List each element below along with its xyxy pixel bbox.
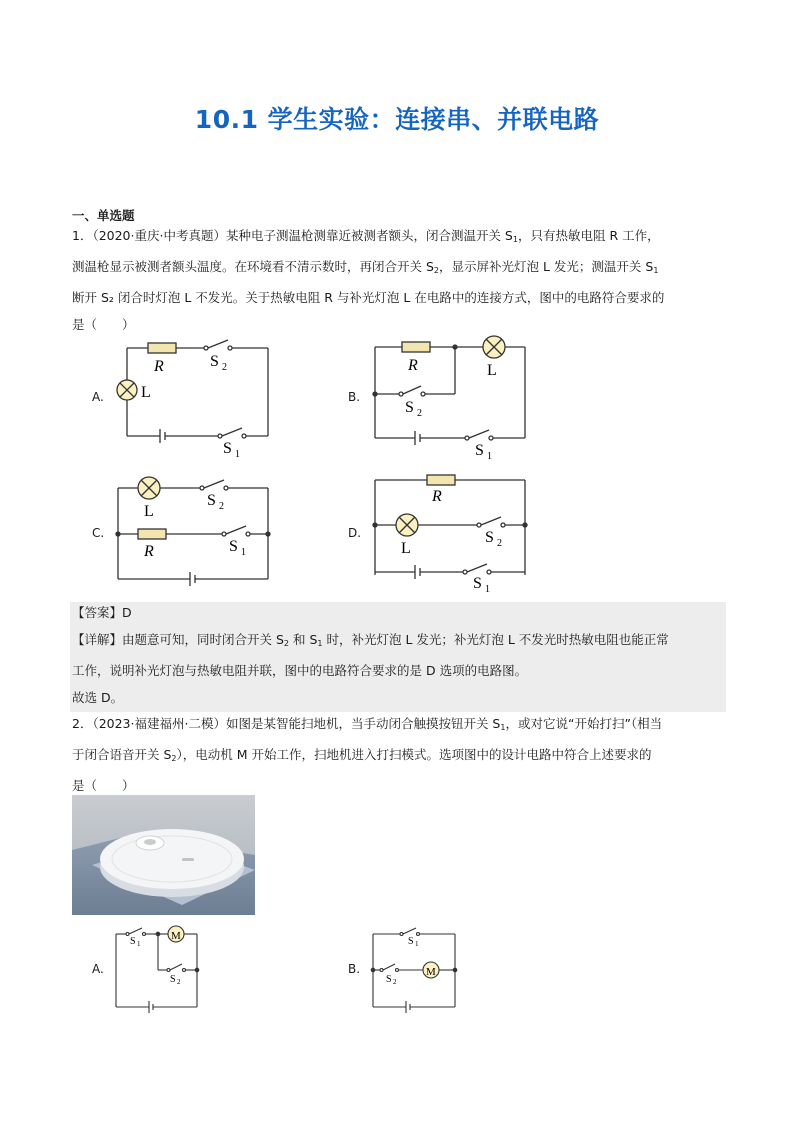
svg-text:S: S <box>207 492 216 509</box>
svg-text:S: S <box>475 442 484 459</box>
svg-text:2: 2 <box>417 408 422 419</box>
section-heading: 一、单选题 <box>72 208 135 223</box>
svg-text:1: 1 <box>235 449 240 460</box>
option-d-label[interactable]: D. <box>348 526 362 540</box>
svg-text:R: R <box>144 543 154 560</box>
answer-label: 【答案】D <box>72 605 132 620</box>
q2-line-2: 于闭合语音开关 $S_2$），电动机 M 开始工作，扫地机进入打扫模式。选项图中的设计电路中符合上述要求的 <box>72 747 652 763</box>
option-c-label[interactable]: C. <box>92 526 105 540</box>
page-title: 10.1 学生实验：连接串、并联电路 <box>194 105 600 134</box>
svg-text:L: L <box>401 540 411 557</box>
circuit-b <box>365 330 535 465</box>
circuit-a <box>110 335 280 460</box>
svg-text:S: S <box>485 529 494 546</box>
svg-text:2: 2 <box>393 978 397 986</box>
svg-text:S: S <box>210 353 219 370</box>
q2-line-1: 2．（2023·福建福州·二模）如图是某智能扫地机，当手动闭合触摸按钮开关 $S_1$，或对它说“开始打扫”（相当 <box>72 716 663 732</box>
svg-text:S: S <box>170 974 176 985</box>
q2-line-3: 是（ ） <box>72 778 135 793</box>
q1-line-2: 测温枪显示被测者额头温度。在环境看不清示数时，再闭合开关 $S_2$，显示屏补光灯泡 L 发光；测温开关 $S_1$ <box>72 259 659 275</box>
option-a-label[interactable]: A. <box>92 390 104 404</box>
svg-text:S: S <box>229 538 238 555</box>
svg-text:S: S <box>405 399 414 416</box>
svg-text:2: 2 <box>497 538 502 549</box>
svg-text:1: 1 <box>487 451 492 462</box>
svg-text:S: S <box>408 936 414 947</box>
answer-detail-line-1: 【详解】由题意可知，同时闭合开关 $S_2$ 和 $S_1$ 时，补光灯泡 L 发光；补光灯泡 L 不发光时热敏电阻也能正常 <box>72 632 669 648</box>
svg-text:R: R <box>408 357 418 374</box>
q1-line-3: 断开 S₂ 闭合时灯泡 L 不发光。关于热敏电阻 R 与补光灯泡 L 在电路中的连接方式，图中的电路符合要求的 <box>72 290 665 305</box>
svg-text:1: 1 <box>415 940 419 948</box>
svg-text:S: S <box>386 974 392 985</box>
svg-text:M: M <box>426 966 436 978</box>
svg-text:L: L <box>144 503 154 520</box>
resistor-label-a: R <box>154 358 164 375</box>
circuit-c <box>110 472 280 592</box>
answer-detail-line-2: 工作，说明补光灯泡与热敏电阻并联，图中的电路符合要求的是 D 选项的电路图。 <box>72 663 528 678</box>
svg-text:M: M <box>171 930 181 942</box>
question-2 <box>72 710 722 799</box>
answer-1 <box>72 599 722 711</box>
svg-text:S: S <box>223 440 232 457</box>
q1-line-4: 是（ ） <box>72 317 135 332</box>
q2-option-b-label[interactable]: B. <box>348 962 361 976</box>
svg-text:1: 1 <box>485 584 490 595</box>
svg-text:R: R <box>432 488 442 505</box>
svg-text:2: 2 <box>219 501 224 512</box>
svg-text:2: 2 <box>177 978 181 986</box>
svg-text:S: S <box>473 575 482 592</box>
q2-circuit-a <box>112 920 212 1015</box>
robot-vacuum-image <box>72 795 255 915</box>
svg-text:S: S <box>130 936 136 947</box>
answer-conclusion: 故选 D。 <box>72 690 124 705</box>
svg-text:1: 1 <box>241 547 246 558</box>
lamp-label-a: L <box>141 384 151 401</box>
q1-line-1: 1．（2020·重庆·中考真题）某种电子测温枪测靠近被测者额头，闭合测温开关 $S_1$，只有热敏电阻 R 工作， <box>72 228 660 244</box>
question-1 <box>72 222 722 338</box>
q2-option-a-label[interactable]: A. <box>92 962 104 976</box>
circuit-d <box>365 468 535 598</box>
svg-text:1: 1 <box>137 940 141 948</box>
svg-text:L: L <box>487 362 497 379</box>
svg-text:2: 2 <box>222 362 227 373</box>
option-b-label[interactable]: B. <box>348 390 361 404</box>
q2-circuit-b <box>368 920 468 1015</box>
